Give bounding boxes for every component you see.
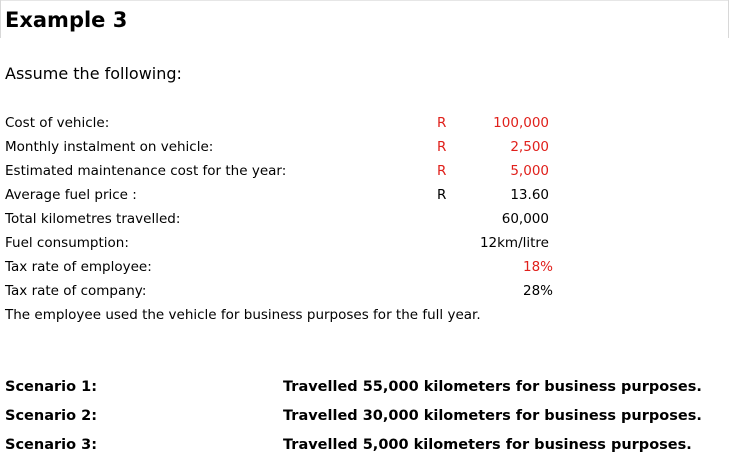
row-company-tax-rate[interactable] [0, 279, 732, 303]
row-value: 2,500 [510, 139, 549, 155]
scenario-description: Travelled 5,000 kilometers for business purposes. [283, 437, 692, 453]
row-label: Tax rate of company: [5, 283, 147, 299]
row-maintenance-cost[interactable] [0, 159, 732, 183]
currency-symbol: R [437, 187, 447, 203]
scenario-label: Scenario 3: [5, 437, 97, 453]
row-fuel-price[interactable] [0, 183, 732, 207]
row-value: 60,000 [501, 211, 549, 227]
currency-symbol: R [437, 115, 447, 131]
scenario-description: Travelled 30,000 kilometers for business purposes. [283, 408, 702, 424]
row-label: Average fuel price : [5, 187, 137, 203]
cell-border-top [0, 0, 728, 1]
row-label: Total kilometres travelled: [5, 211, 181, 227]
example-title[interactable]: Example 3 [5, 8, 128, 32]
scenario-1[interactable] [0, 373, 732, 401]
row-cost-of-vehicle[interactable] [0, 111, 732, 135]
row-label: Monthly instalment on vehicle: [5, 139, 214, 155]
currency-symbol: R [437, 163, 447, 179]
assumptions-heading[interactable]: Assume the following: [5, 64, 182, 83]
row-fuel-consumption[interactable] [0, 231, 732, 255]
cell-border-left [0, 0, 1, 38]
row-label: Tax rate of employee: [5, 259, 152, 275]
row-label: Estimated maintenance cost for the year: [5, 163, 287, 179]
row-total-kilometres[interactable] [0, 207, 732, 231]
scenario-description: Travelled 55,000 kilometers for business purposes. [283, 379, 702, 395]
row-value: 28% [522, 283, 553, 299]
row-value: 18% [522, 259, 553, 275]
note-text: The employee used the vehicle for business purposes for the full year. [5, 307, 481, 323]
scenario-3[interactable] [0, 431, 732, 459]
currency-symbol: R [437, 139, 447, 155]
row-employee-tax-rate[interactable] [0, 255, 732, 279]
row-value: 12km/litre [479, 235, 549, 251]
scenario-label: Scenario 1: [5, 379, 97, 395]
cell-border-right [728, 0, 729, 38]
row-label: Fuel consumption: [5, 235, 129, 251]
row-monthly-instalment[interactable] [0, 135, 732, 159]
row-value: 100,000 [493, 115, 549, 131]
row-value: 13.60 [510, 187, 549, 203]
business-use-note[interactable] [0, 303, 732, 327]
row-label: Cost of vehicle: [5, 115, 110, 131]
row-value: 5,000 [510, 163, 549, 179]
scenario-label: Scenario 2: [5, 408, 97, 424]
scenario-2[interactable] [0, 402, 732, 430]
